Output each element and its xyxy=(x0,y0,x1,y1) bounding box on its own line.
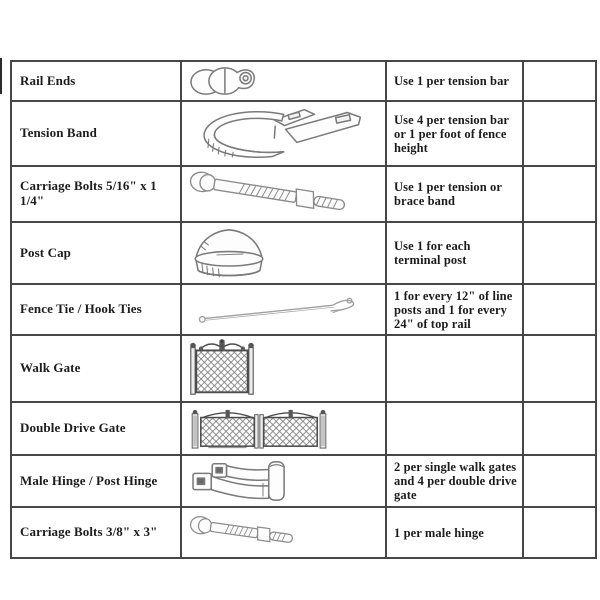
part-name-cell: Carriage Bolts 3/8" x 3" xyxy=(11,507,181,558)
usage-cell: Use 1 per tension bar xyxy=(386,61,523,101)
table-row xyxy=(11,166,596,222)
usage-cell: Use 4 per tension bar or 1 per foot of fence height xyxy=(386,101,523,166)
part-name-cell: Tension Band xyxy=(11,101,181,166)
fence-tie-illustration xyxy=(187,295,375,325)
part-name-cell: Rail Ends xyxy=(11,61,181,101)
usage-cell xyxy=(386,335,523,402)
table-row xyxy=(11,101,596,166)
part-name-cell: Double Drive Gate xyxy=(11,402,181,455)
blank-cell xyxy=(523,222,596,284)
blank-cell xyxy=(523,284,596,335)
part-name-cell: Fence Tie / Hook Ties xyxy=(11,284,181,335)
table-row xyxy=(11,402,596,455)
part-name-cell: Post Cap xyxy=(11,222,181,284)
blank-cell xyxy=(523,402,596,455)
scan-artifact-line xyxy=(0,58,2,94)
rail-end-image xyxy=(181,61,386,101)
blank-cell xyxy=(523,335,596,402)
part-name-cell: Carriage Bolts 5/16" x 1 1/4" xyxy=(11,166,181,222)
walk-gate-image xyxy=(181,335,386,402)
blank-cell xyxy=(523,166,596,222)
male-hinge-illustration xyxy=(187,458,293,504)
part-name-cell: Walk Gate xyxy=(11,335,181,402)
tension-band-illustration xyxy=(187,105,371,163)
usage-cell: Use 1 per tension or brace band xyxy=(386,166,523,222)
double-drive-gate-illustration xyxy=(187,408,331,450)
usage-cell xyxy=(386,402,523,455)
carriage-bolt-long-image xyxy=(181,507,386,558)
usage-cell: Use 1 for each terminal post xyxy=(386,222,523,284)
carriage-bolt-image xyxy=(181,166,386,222)
usage-cell: 1 per male hinge xyxy=(386,507,523,558)
usage-cell: 1 for every 12" of line posts and 1 for every 24" of top rail xyxy=(386,284,523,335)
table-row xyxy=(11,335,596,402)
table-row xyxy=(11,284,596,335)
blank-cell xyxy=(523,507,596,558)
walk-gate-illustration xyxy=(187,339,257,398)
part-name-cell: Male Hinge / Post Hinge xyxy=(11,455,181,507)
male-hinge-image xyxy=(181,455,386,507)
table-row xyxy=(11,455,596,507)
table-row xyxy=(11,222,596,284)
table-row xyxy=(11,507,596,558)
blank-cell xyxy=(523,101,596,166)
post-cap-illustration xyxy=(187,225,271,281)
blank-cell xyxy=(523,455,596,507)
carriage-bolt-illustration xyxy=(187,169,365,219)
fence-parts-table xyxy=(10,60,597,559)
table-row xyxy=(11,61,596,101)
rail-end-illustration xyxy=(187,65,259,97)
tension-band-image xyxy=(181,101,386,166)
blank-cell xyxy=(523,61,596,101)
carriage-bolt-long-illustration xyxy=(187,515,301,551)
post-cap-image xyxy=(181,222,386,284)
fence-tie-image xyxy=(181,284,386,335)
usage-cell: 2 per single walk gates and 4 per double drive gate xyxy=(386,455,523,507)
double-drive-gate-image xyxy=(181,402,386,455)
